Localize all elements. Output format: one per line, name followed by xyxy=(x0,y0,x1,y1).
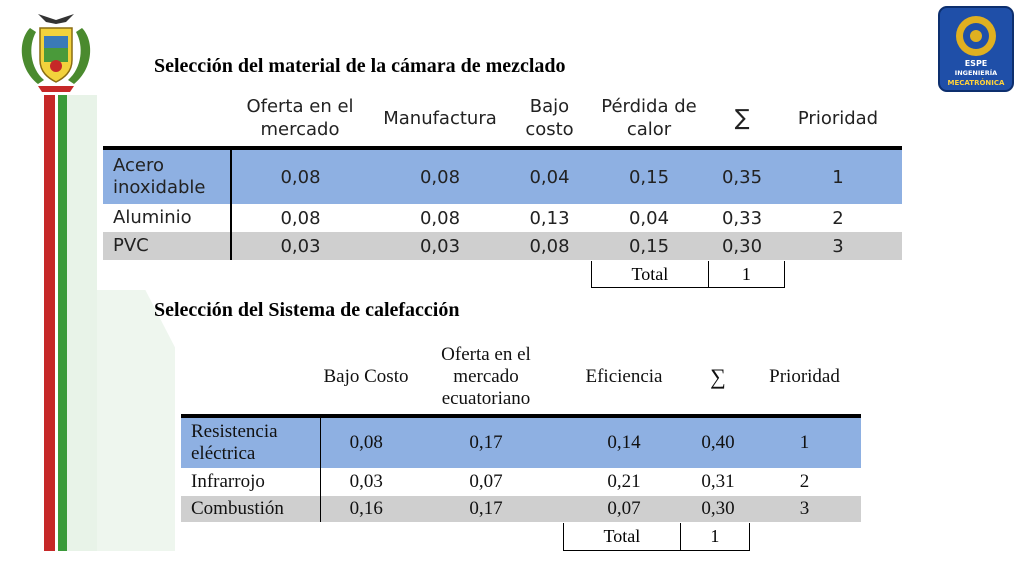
table-row xyxy=(181,468,861,496)
table-cell: 0,08 xyxy=(231,204,369,232)
total-box xyxy=(563,523,750,551)
table-cell: 0,15 xyxy=(588,232,710,260)
pale-green-shape xyxy=(97,290,175,551)
table-row xyxy=(181,416,861,468)
table-cell: 0,07 xyxy=(412,468,560,496)
table-header-row xyxy=(181,340,861,416)
table-cell: 0,30 xyxy=(710,232,774,260)
total-box xyxy=(591,261,785,288)
section2-title: Selección del Sistema de calefacción xyxy=(154,299,460,321)
table-cell: 0,31 xyxy=(688,468,748,496)
table-cell: 0,16 xyxy=(320,496,412,522)
table-cell: 0,30 xyxy=(688,496,748,522)
table-cell: 0,17 xyxy=(412,416,560,468)
row-label: PVC xyxy=(103,232,231,260)
table-cell: 0,03 xyxy=(231,232,369,260)
pale-green-band xyxy=(67,95,97,551)
table-cell: 1 xyxy=(774,148,902,204)
table-cell: 0,07 xyxy=(560,496,688,522)
coat-of-arms-logo xyxy=(8,6,104,94)
header-cell: Bajo Costo xyxy=(323,366,409,387)
heating-system-table xyxy=(181,340,861,522)
header-cell: Bajo costo xyxy=(525,96,574,140)
header-cell: Prioridad xyxy=(769,366,840,387)
table-cell: 0,33 xyxy=(710,204,774,232)
espe-mecatronica-logo xyxy=(938,6,1014,92)
table-cell: 0,13 xyxy=(511,204,588,232)
total-label: Total xyxy=(564,523,681,550)
red-stripe xyxy=(44,95,55,551)
svg-text:ESPE: ESPE xyxy=(964,59,988,68)
table-cell: 0,04 xyxy=(588,204,710,232)
header-cell: Oferta en el mercado ecuatoriano xyxy=(441,344,531,409)
row-label: Combustión xyxy=(181,496,320,522)
material-selection-table xyxy=(103,90,902,260)
total-value: 1 xyxy=(710,526,720,546)
table-row xyxy=(103,204,902,232)
row-label: Acero inoxidable xyxy=(103,148,231,204)
table-cell: 0,08 xyxy=(231,148,369,204)
total-value: 1 xyxy=(741,263,751,284)
row-label: Aluminio xyxy=(103,204,231,232)
table-cell: 0,03 xyxy=(369,232,511,260)
table-cell: 0,35 xyxy=(710,148,774,204)
svg-text:INGENIERÍA: INGENIERÍA xyxy=(954,69,998,77)
table-cell: 0,21 xyxy=(560,468,688,496)
table-row xyxy=(103,232,902,260)
header-cell: Pérdida de calor xyxy=(601,96,697,140)
svg-text:MECATRÓNICA: MECATRÓNICA xyxy=(947,79,1005,87)
header-cell: Oferta en el mercado xyxy=(246,96,354,140)
row-label: Infrarrojo xyxy=(181,468,320,496)
table-cell: 0,08 xyxy=(511,232,588,260)
table-cell: 0,03 xyxy=(320,468,412,496)
table-cell: 2 xyxy=(774,204,902,232)
total-label: Total xyxy=(592,261,709,287)
table-cell: 0,08 xyxy=(369,148,511,204)
row-label: Resistencia eléctrica xyxy=(181,416,320,468)
table-row xyxy=(181,496,861,522)
table-cell: 0,14 xyxy=(560,416,688,468)
table-cell: 0,08 xyxy=(369,204,511,232)
table-cell: 2 xyxy=(748,468,861,496)
table-cell: 0,04 xyxy=(511,148,588,204)
table-header-row xyxy=(103,90,902,148)
header-criteria xyxy=(181,340,320,416)
table-cell: 3 xyxy=(774,232,902,260)
sum-symbol: ∑ xyxy=(734,105,750,131)
table-cell: 0,08 xyxy=(320,416,412,468)
table-cell: 0,17 xyxy=(412,496,560,522)
table-cell: 0,40 xyxy=(688,416,748,468)
table-row xyxy=(103,148,902,204)
header-criteria xyxy=(103,90,231,148)
header-cell: Manufactura xyxy=(383,107,497,129)
section1-title: Selección del material de la cámara de mezclado xyxy=(154,55,566,77)
table-cell: 1 xyxy=(748,416,861,468)
green-stripe xyxy=(58,95,67,551)
sum-symbol: ∑ xyxy=(710,364,726,389)
table-cell: 3 xyxy=(748,496,861,522)
header-cell: Prioridad xyxy=(797,107,879,129)
header-cell: Eficiencia xyxy=(585,366,663,387)
table-cell: 0,15 xyxy=(588,148,710,204)
